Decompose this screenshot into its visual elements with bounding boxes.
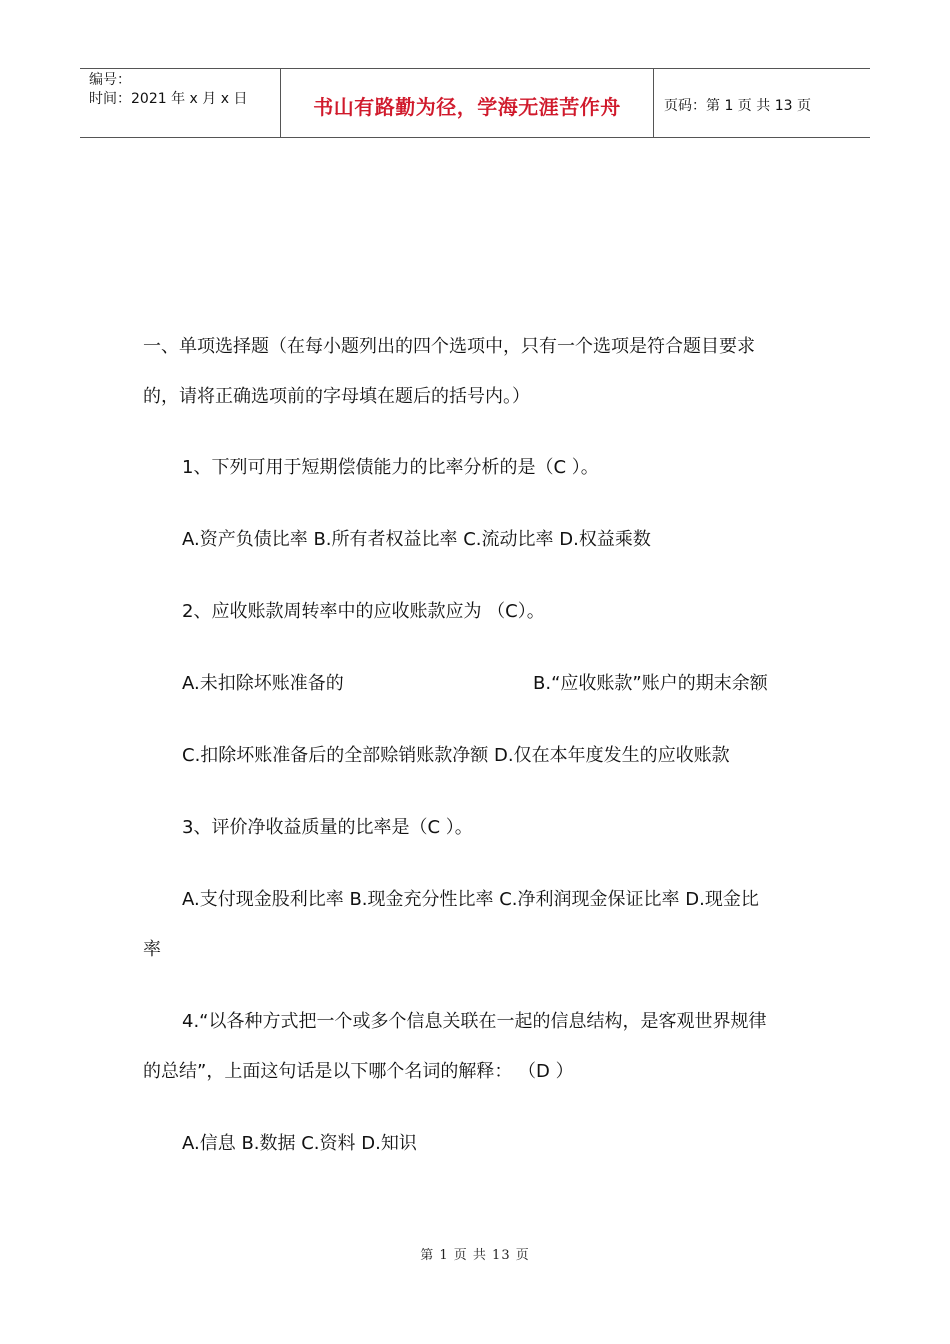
question-1-options: A.资产负债比率 B.所有者权益比率 C.流动比率 D.权益乘数 xyxy=(182,529,651,550)
question-2-options-c-d: C.扣除坏账准备后的全部赊销账款净额 D.仅在本年度发生的应收账款 xyxy=(182,745,730,766)
document-header xyxy=(80,68,870,138)
question-3: 3、评价净收益质量的比率是（C ）。 xyxy=(182,817,473,838)
question-2-option-b: B.“应收账款”账户的期末余额 xyxy=(533,673,768,694)
header-motto-cell xyxy=(281,69,654,137)
section-heading-line-1: 一、单项选择题（在每小题列出的四个选项中，只有一个选项是符合题目要求 xyxy=(143,336,755,357)
question-4-line-2: 的总结”，上面这句话是以下哪个名词的解释： （D ） xyxy=(143,1061,574,1082)
section-heading-line-2: 的，请将正确选项前的字母填在题后的括号内。） xyxy=(143,386,530,407)
question-1: 1、下列可用于短期偿债能力的比率分析的是（C ）。 xyxy=(182,457,599,478)
question-3-options-line-1: A.支付现金股利比率 B.现金充分性比率 C.净利润现金保证比率 D.现金比 xyxy=(182,889,759,910)
header-page-info: 页码：第 1 页 共 13 页 xyxy=(664,98,811,114)
question-2-option-a: A.未扣除坏账准备的 xyxy=(182,673,344,694)
header-page-cell xyxy=(654,69,870,137)
question-3-options-line-2: 率 xyxy=(143,939,161,960)
question-4-line-1: 4.“以各种方式把一个或多个信息关联在一起的信息结构，是客观世界规律 xyxy=(182,1011,767,1032)
header-motto: 书山有路勤为径，学海无涯苦作舟 xyxy=(313,94,621,119)
header-meta-cell xyxy=(80,69,281,137)
page-footer: 第 1 页 共 13 页 xyxy=(420,1248,530,1263)
document-number-label: 编号： xyxy=(89,72,131,88)
question-4-options: A.信息 B.数据 C.资料 D.知识 xyxy=(182,1133,417,1154)
document-date: 时间：2021 年 x 月 x 日 xyxy=(89,91,248,107)
question-2: 2、应收账款周转率中的应收账款应为 （C）。 xyxy=(182,601,545,622)
